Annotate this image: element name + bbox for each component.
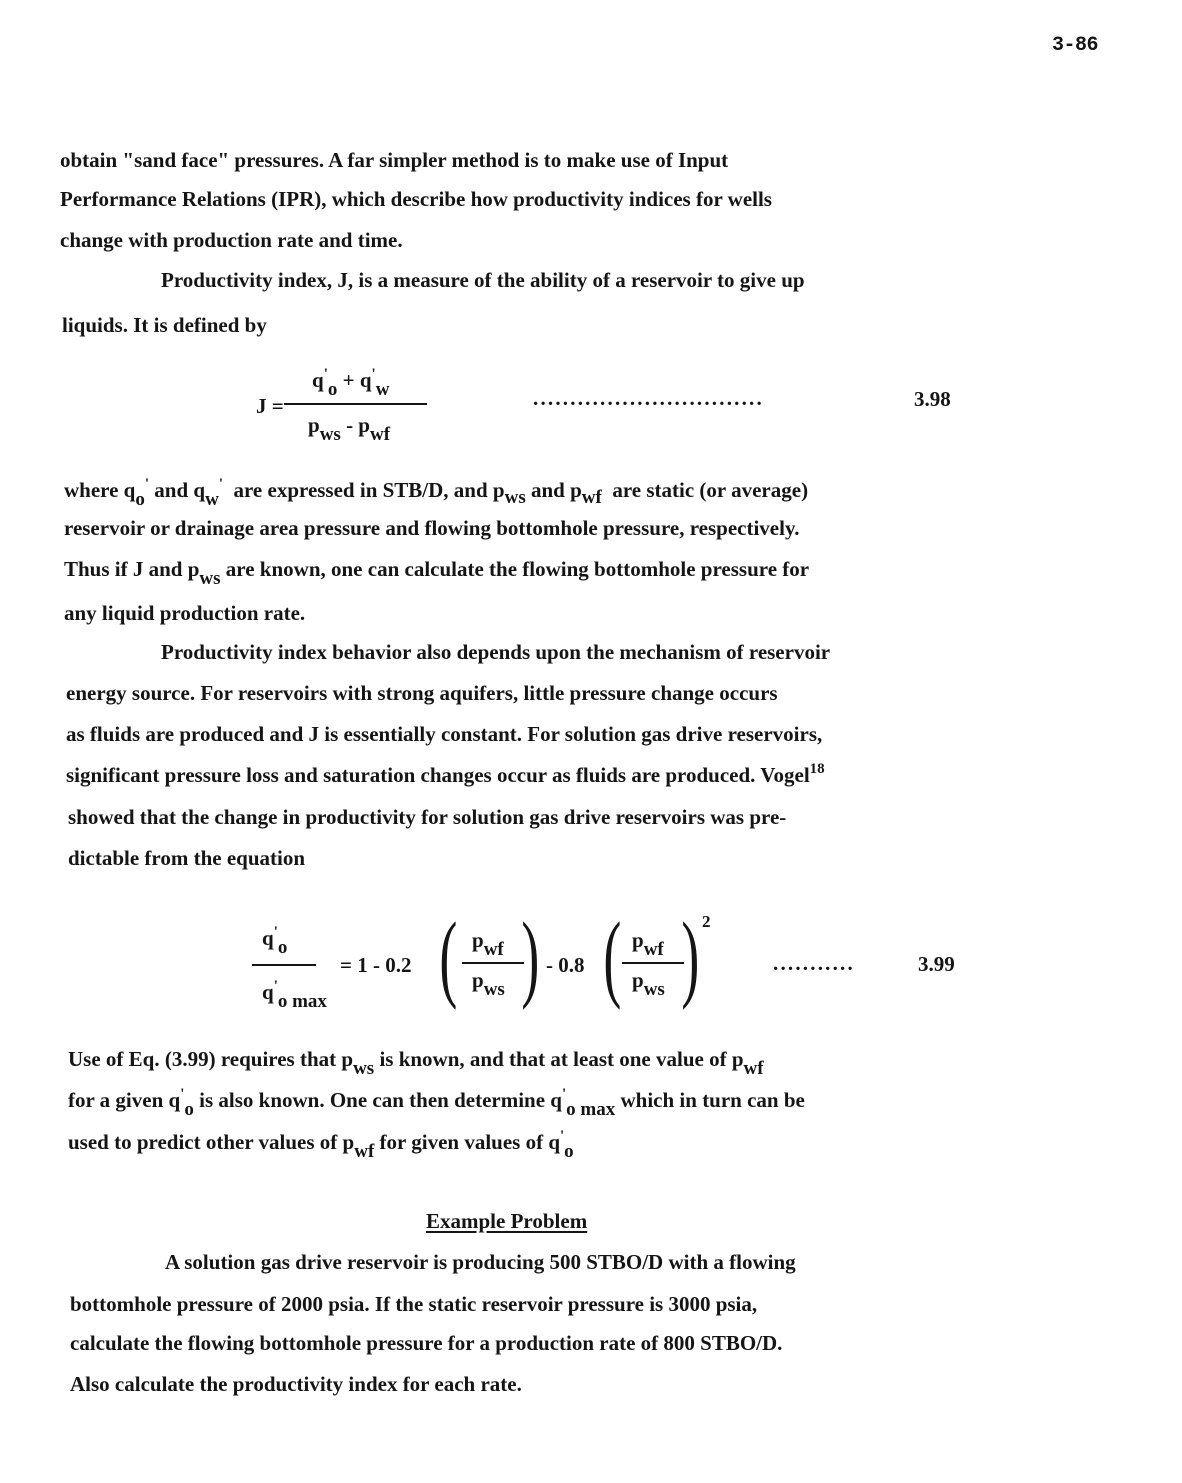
example-line-4: Also calculate the productivity index for each rate. (70, 1372, 522, 1396)
eq398-numerator: q'o + q'w (312, 366, 390, 400)
eq399-minus-coefficient: - 0.8 (546, 953, 585, 977)
eq399-lhs-fraction-bar (252, 964, 316, 966)
paragraph-5-line-1: Use of Eq. (3.99) requires that pws is known, and that at least one value of pwf (68, 1047, 764, 1079)
paragraph-2-line-2: liquids. It is defined by (62, 313, 267, 337)
paragraph-4-line-4: significant pressure loss and saturation changes occur as fluids are produced. Vogel18 (66, 761, 825, 787)
example-line-2: bottomhole pressure of 2000 psia. If the static reservoir pressure is 3000 psia, (70, 1292, 758, 1316)
eq399-frac2-numerator: pwf (632, 928, 664, 960)
example-line-3: calculate the flowing bottomhole pressure for a production rate of 800 STBO/D. (70, 1331, 783, 1355)
paragraph-2-line-1: Productivity index, J, is a measure of the ability of a reservoir to give up (161, 268, 805, 292)
eq398-number: 3.98 (914, 387, 951, 411)
eq398-fraction-bar (284, 403, 427, 405)
paragraph-1-line-3: change with production rate and time. (60, 228, 403, 252)
example-problem-heading: Example Problem (426, 1209, 588, 1233)
paragraph-4-line-1: Productivity index behavior also depends upon the mechanism of reservoir (161, 640, 831, 664)
eq399-lhs-denominator: q'o max (262, 978, 327, 1012)
paragraph-4-line-2: energy source. For reservoirs with strong aquifers, little pressure change occurs (66, 681, 778, 705)
eq399-left-paren-1: ( (439, 903, 458, 1011)
eq399-frac1-bar (462, 962, 524, 964)
eq399-left-paren-2: ( (603, 903, 622, 1011)
paragraph-3-line-2: reservoir or drainage area pressure and flowing bottomhole pressure, respectively. (64, 516, 800, 540)
eq399-lhs-numerator: q'o (262, 924, 288, 958)
paragraph-5-line-3: used to predict other values of pwf for given values of q'o (68, 1128, 574, 1162)
paragraph-4-line-6: dictable from the equation (68, 846, 306, 870)
eq399-frac2-denominator: pws (632, 968, 665, 1000)
example-line-1: A solution gas drive reservoir is producing 500 STBO/D with a flowing (165, 1250, 796, 1274)
eq399-right-paren-2: ) (681, 903, 700, 1011)
paragraph-4-line-5: showed that the change in productivity for solution gas drive reservoirs was pre- (68, 805, 787, 829)
eq398-denominator: pws - pwf (308, 413, 391, 445)
eq399-frac1-denominator: pws (472, 968, 505, 1000)
eq399-frac2-bar (622, 962, 684, 964)
eq399-frac1-numerator: pwf (472, 928, 504, 960)
eq399-number: 3.99 (918, 952, 955, 976)
paragraph-3-line-1: where qo' and qw' are expressed in STB/D, and pws and pwf are static (or average) (64, 476, 809, 510)
eq398-lhs: J = (256, 394, 284, 418)
eq399-rhs-constant: = 1 - 0.2 (340, 953, 412, 977)
eq399-leader-dots: ........... (773, 951, 855, 975)
eq398-leader-dots: ............................... (533, 386, 764, 410)
paragraph-4-line-3: as fluids are produced and J is essentially constant. For solution gas drive reservoirs, (66, 722, 823, 746)
eq399-right-paren-1: ) (521, 903, 540, 1011)
paragraph-1-line-2: Performance Relations (IPR), which describe how productivity indices for wells (60, 187, 772, 211)
paragraph-3-line-3: Thus if J and pws are known, one can calculate the flowing bottomhole pressure for (64, 557, 810, 589)
eq399-exponent: 2 (702, 912, 711, 931)
page-number: 3-86 (1052, 34, 1099, 57)
paragraph-3-line-4: any liquid production rate. (64, 601, 306, 625)
paragraph-5-line-2: for a given q'o is also known. One can then determine q'o max which in turn can be (68, 1086, 805, 1120)
paragraph-1-line-1: obtain "sand face" pressures. A far simpler method is to make use of Input (60, 148, 729, 172)
